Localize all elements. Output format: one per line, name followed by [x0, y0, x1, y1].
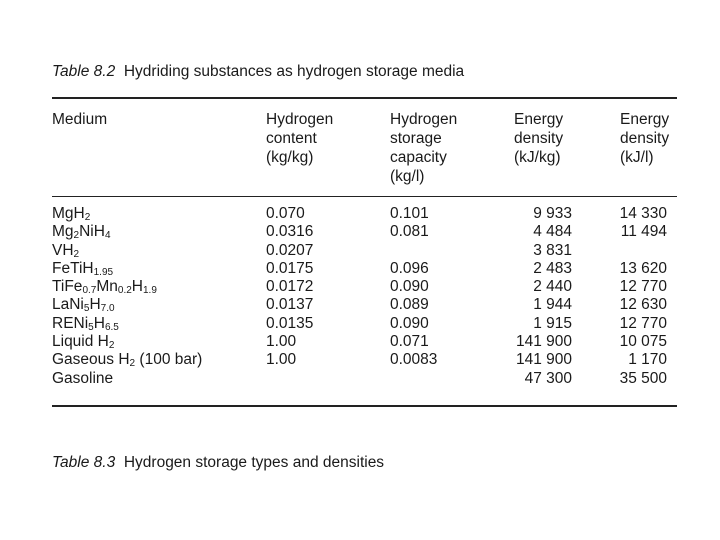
formula-text: NiH: [79, 223, 105, 241]
header-line: storage: [390, 130, 442, 147]
header-line: density: [620, 130, 670, 147]
table-8-2-label: Table 8.2: [52, 63, 116, 80]
cell-energy-density-kjkg: 141 900: [515, 351, 572, 369]
table-row: [52, 242, 677, 260]
formula-subscript: 2: [84, 212, 91, 223]
formula-subscript: 5: [88, 321, 94, 333]
header-line: Energy: [514, 111, 564, 128]
cell-storage-capacity: 0.081: [390, 223, 429, 241]
cell-energy-density-kjl: 1 170: [628, 351, 667, 369]
table-bottom-rule: [52, 405, 677, 407]
header-line: (kg/l): [390, 168, 425, 185]
formula-subscript: 7.0: [100, 303, 115, 315]
formula-text: LaNi: [52, 296, 84, 314]
formula-subscript: 1.95: [93, 266, 114, 278]
header-line: Medium: [52, 111, 108, 128]
cell-medium: [52, 278, 157, 296]
table-body: [52, 205, 677, 388]
cell-energy-density-kjkg: 1 944: [533, 296, 572, 314]
cell-energy-density-kjl: 13 620: [619, 259, 667, 277]
table-row: [52, 296, 677, 314]
header-storage-capacity: [390, 110, 457, 186]
header-hydrogen-content: [266, 110, 333, 167]
formula-subscript: 1.9: [143, 285, 157, 297]
cell-energy-density-kjl: 35 500: [619, 369, 667, 387]
cell-storage-capacity: 0.090: [390, 278, 429, 296]
cell-medium: [52, 333, 114, 351]
header-line: (kJ/kg): [514, 149, 561, 166]
table-8-2-caption: [52, 63, 464, 81]
table-8-3-caption: [52, 454, 384, 472]
cell-medium: [52, 315, 119, 333]
table-8-2-title: Hydriding substances as hydrogen storage media: [123, 63, 465, 80]
table-8-3-title: Hydrogen storage types and densities: [123, 454, 385, 471]
cell-medium: [52, 223, 111, 241]
header-line: content: [266, 130, 317, 147]
formula-subscript: 2: [73, 230, 80, 242]
table-row: [52, 315, 677, 333]
cell-storage-capacity: 0.0083: [390, 351, 438, 369]
table-row: [52, 333, 677, 351]
formula-text: MgH: [52, 205, 85, 222]
cell-energy-density-kjl: 11 494: [620, 223, 667, 241]
cell-hydrogen-content: 1.00: [266, 351, 297, 369]
table-row: [52, 370, 677, 388]
header-line: Hydrogen: [266, 111, 334, 128]
cell-energy-density-kjkg: 9 933: [533, 205, 572, 222]
cell-energy-density-kjkg: 47 300: [524, 369, 572, 387]
cell-medium: [52, 242, 79, 260]
cell-storage-capacity: 0.071: [390, 333, 429, 351]
formula-text: H: [89, 296, 101, 314]
cell-medium: [52, 351, 202, 369]
cell-energy-density-kjl: 10 075: [619, 333, 667, 351]
cell-energy-density-kjl: 12 770: [619, 314, 667, 332]
cell-storage-capacity: 0.096: [390, 259, 429, 277]
formula-text: Gasoline: [52, 369, 114, 387]
header-line: capacity: [390, 149, 447, 166]
formula-text: Mn: [96, 278, 118, 296]
header-energy-density-kjkg: [514, 110, 563, 167]
formula-subscript: 0.2: [117, 285, 132, 297]
formula-text: RENi: [52, 314, 89, 332]
formula-text: Mg: [52, 223, 74, 241]
formula-text: VH: [52, 241, 74, 259]
cell-energy-density-kjl: 12 630: [619, 296, 667, 314]
cell-hydrogen-content: 1.00: [266, 333, 297, 351]
formula-text: FeTiH: [52, 259, 94, 277]
cell-storage-capacity: 0.090: [390, 314, 429, 332]
formula-subscript: 2: [129, 358, 136, 370]
cell-hydrogen-content: 0.0207: [266, 241, 314, 259]
cell-medium: [52, 205, 90, 223]
formula-text: TiFe: [52, 278, 83, 296]
header-line: Energy: [620, 111, 670, 128]
cell-medium: [52, 370, 113, 388]
cell-medium: [52, 260, 113, 278]
cell-hydrogen-content: 0.0135: [266, 314, 314, 332]
cell-energy-density-kjkg: 3 831: [533, 241, 572, 259]
formula-text: Gaseous H: [52, 351, 130, 369]
header-line: Hydrogen: [390, 111, 458, 128]
cell-energy-density-kjl: 14 330: [619, 205, 667, 222]
cell-medium: [52, 296, 115, 314]
header-line: (kg/kg): [266, 149, 314, 166]
table-row: [52, 351, 677, 369]
header-line: density: [514, 130, 564, 147]
table-8-3-label: Table 8.3: [52, 454, 116, 471]
table-row: [52, 260, 677, 278]
formula-text: H: [93, 314, 105, 332]
cell-energy-density-kjkg: 4 484: [533, 223, 572, 241]
cell-storage-capacity: 0.101: [390, 205, 429, 222]
formula-subscript: 0.7: [82, 285, 97, 297]
formula-subscript: 4: [104, 230, 111, 242]
header-line: (kJ/l): [620, 149, 654, 166]
formula-text: (100 bar): [135, 351, 203, 369]
formula-subscript: 2: [73, 248, 80, 260]
table-row: [52, 205, 677, 223]
cell-energy-density-kjl: 12 770: [619, 278, 667, 296]
cell-storage-capacity: 0.089: [390, 296, 429, 314]
table-top-rule: [52, 97, 677, 99]
cell-energy-density-kjkg: 1 915: [533, 314, 572, 332]
formula-text: H: [131, 278, 143, 296]
header-energy-density-kjl: [620, 110, 669, 167]
table-row: [52, 223, 677, 241]
formula-text: Liquid H: [52, 333, 109, 351]
header-medium: [52, 110, 107, 129]
cell-energy-density-kjkg: 2 440: [533, 278, 572, 296]
cell-energy-density-kjkg: 2 483: [533, 259, 572, 277]
cell-hydrogen-content: 0.0175: [266, 259, 314, 277]
header-rule: [52, 196, 677, 197]
cell-hydrogen-content: 0.0172: [266, 278, 314, 296]
formula-subscript: 2: [108, 340, 115, 352]
cell-hydrogen-content: 0.0316: [266, 223, 314, 241]
formula-subscript: 5: [83, 303, 90, 315]
cell-hydrogen-content: 0.0137: [266, 296, 314, 314]
cell-energy-density-kjkg: 141 900: [515, 333, 572, 351]
formula-subscript: 6.5: [104, 321, 119, 333]
cell-hydrogen-content: 0.070: [266, 205, 305, 222]
table-row: [52, 278, 677, 296]
